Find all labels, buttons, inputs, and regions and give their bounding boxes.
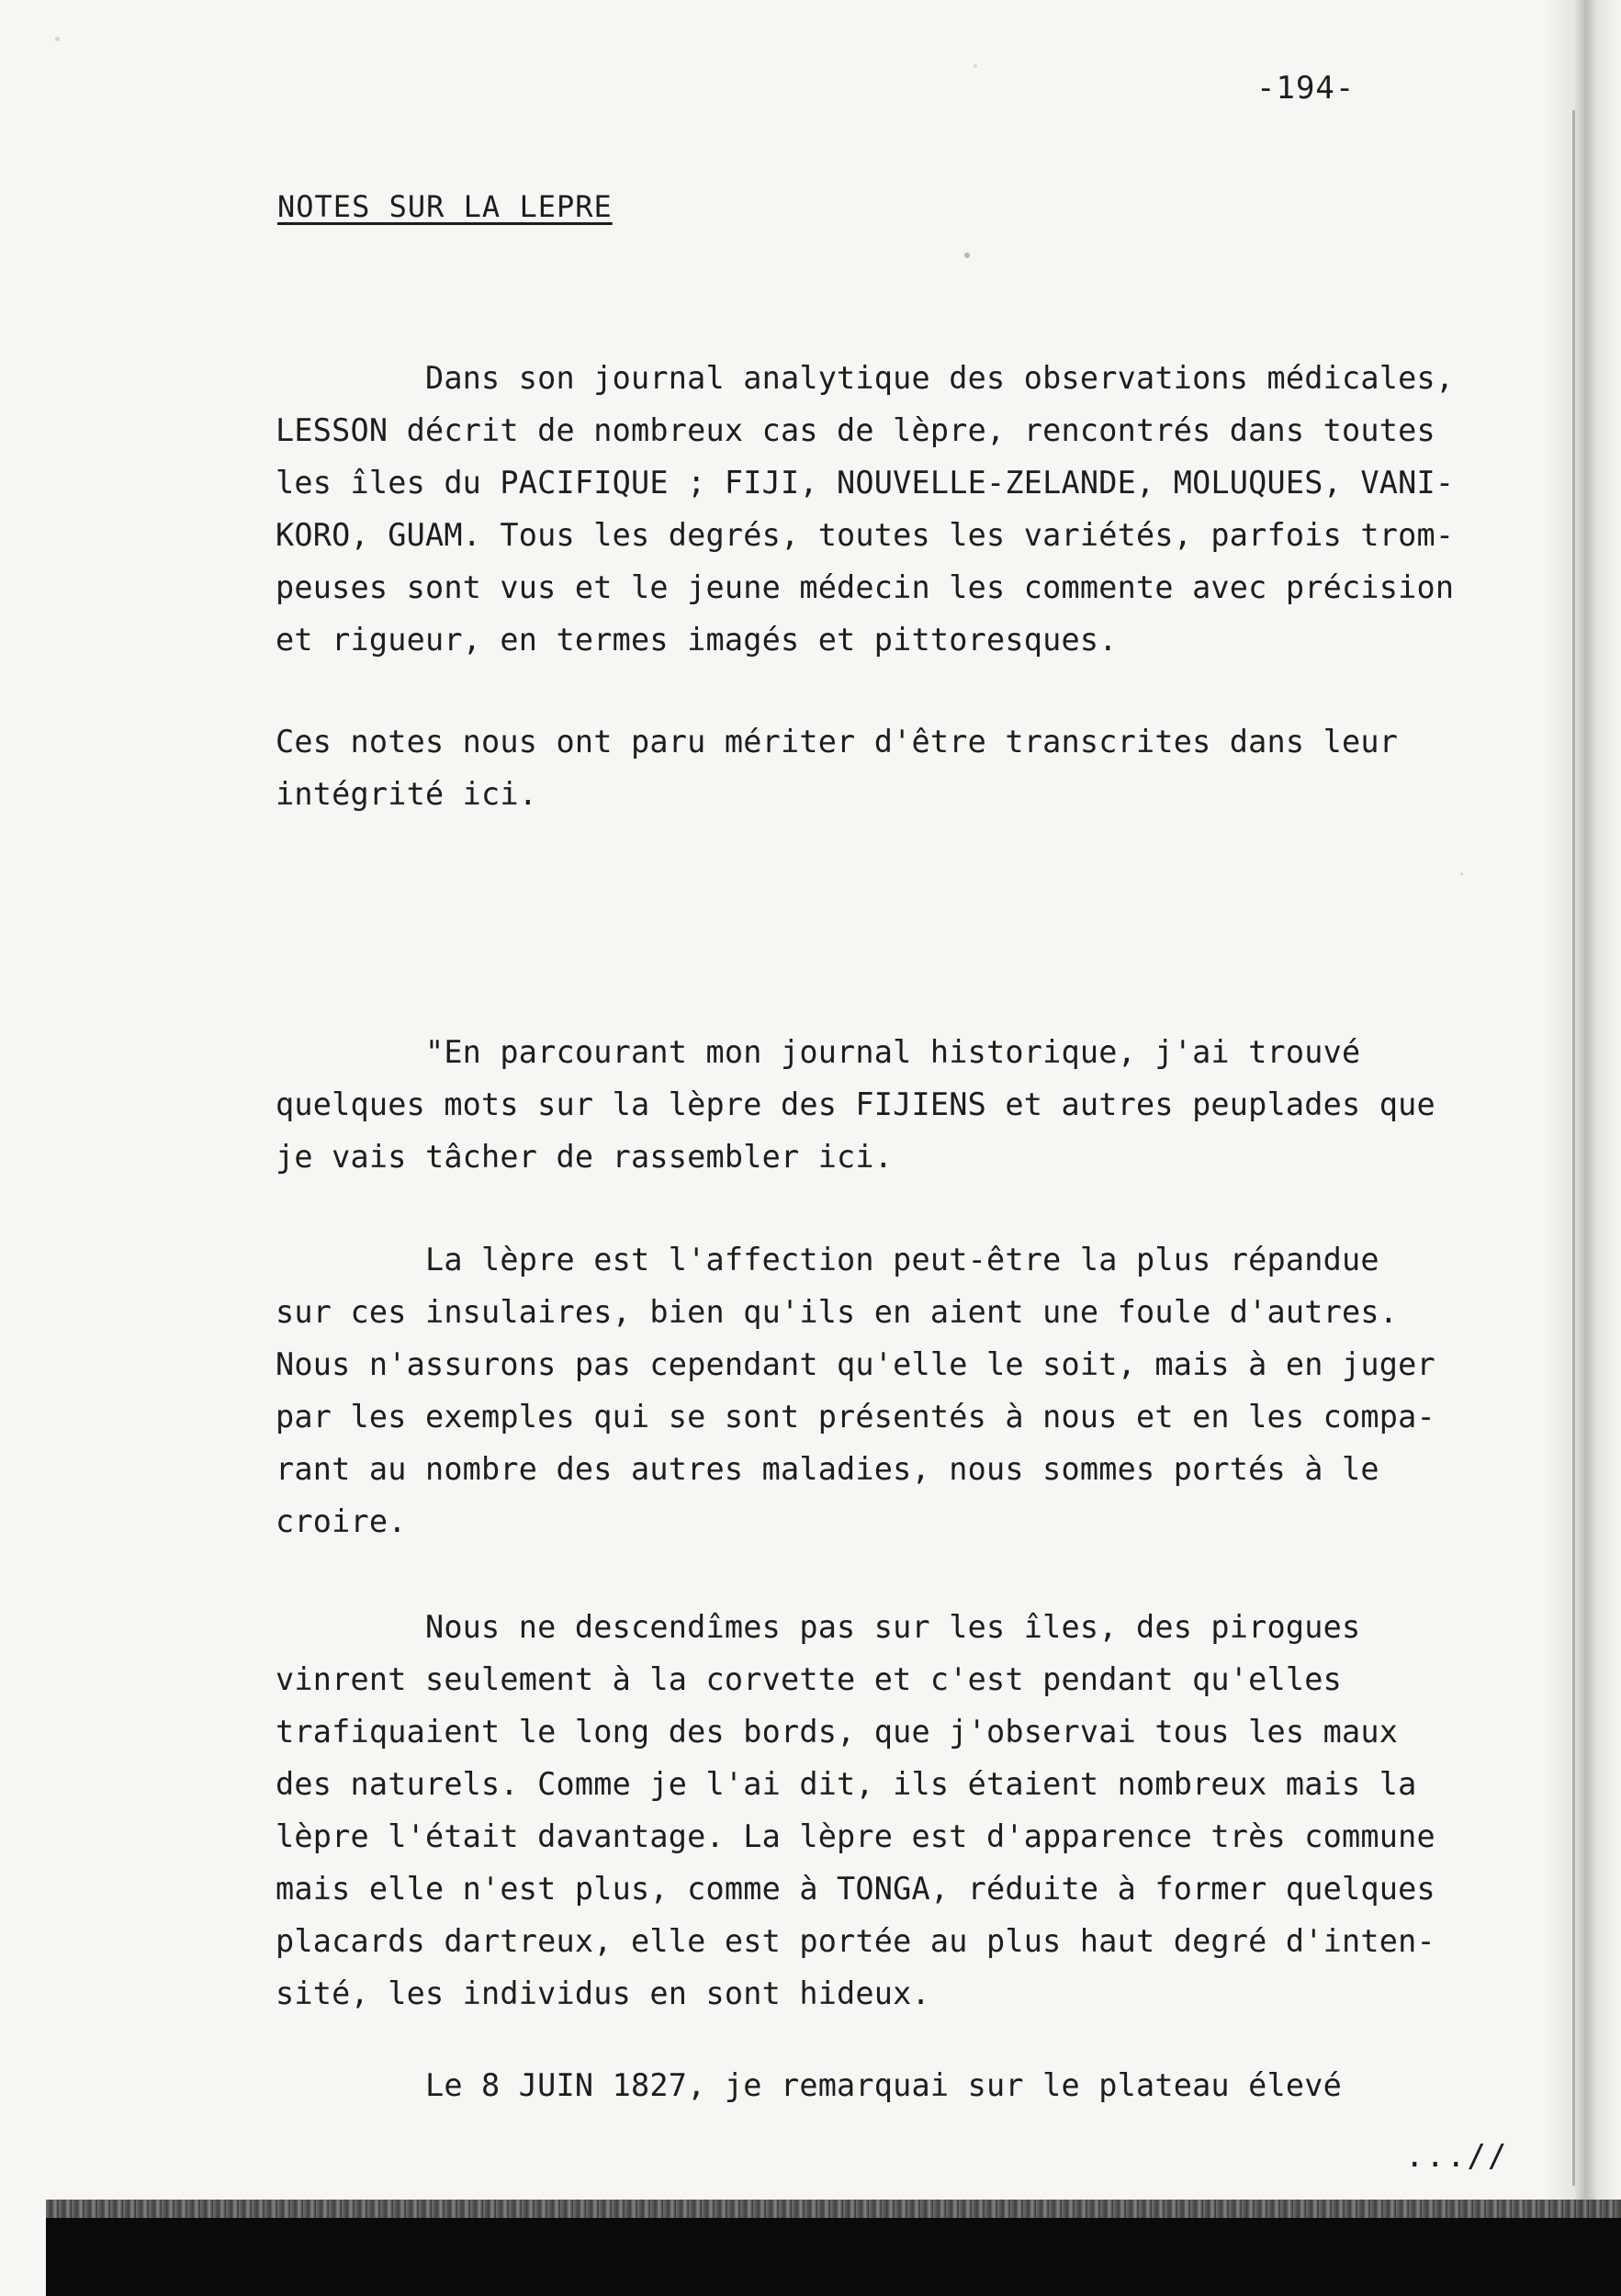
- scan-speck: [55, 37, 60, 41]
- continuation-mark: ...//: [1405, 2138, 1509, 2175]
- paragraph-date-entry: Le 8 JUIN 1827, je remarquai sur le plateau élevé: [276, 2067, 1343, 2103]
- scan-bottom-strip: [46, 2200, 1621, 2218]
- scan-speck: [964, 253, 970, 258]
- scan-bottom-border: [46, 2218, 1621, 2296]
- scan-speck: [974, 64, 977, 68]
- paragraph-observation: Nous ne descendîmes pas sur les îles, des pirogues vinrent seulement à la corvette et c'est pendant qu'elles trafiquaient le long des bords, que j'observai tous les maux des naturels. Comme je l'ai dit, ils étaient nombreux mais la lèpre l'était davantage. La lèpre est d'apparence très commune mais elle n'est plus, comme à TONGA, réduite à former quelques placards dartreux, elle est portée au plus haut degré d'inten- sité, les individus en sont hideux.: [276, 1609, 1435, 2011]
- scan-binding-edge: [1543, 0, 1621, 2296]
- paragraph-leprosy-prevalence: La lèpre est l'affection peut-être la plus répandue sur ces insulaires, bien qu'ils en aient une foule d'autres. Nous n'assurons pas cependant qu'elle le soit, mais à en juger par les exemples qui se sont présentés à nous et en les compa- rant au nombre des autres maladies, nous sommes portés à le croire.: [276, 1242, 1435, 1539]
- paragraph-intro: Dans son journal analytique des observations médicales, LESSON décrit de nombreux cas de lèpre, rencontrés dans toutes les îles du PACIFIQUE ; FIJI, NOUVELLE-ZELANDE, MOLUQUES, VANI- KORO, GUAM. Tous les degrés, toutes les variétés, parfois trom- peuses sont vus et le jeune médecin les commente avec précision et rigueur, en termes imagés et pittoresques.: [276, 360, 1455, 658]
- page-number: -194-: [1256, 70, 1356, 107]
- paragraph-quote-start: "En parcourant mon journal historique, j'ai trouvé quelques mots sur la lèpre des FIJIENS et autres peuplades que je vais tâcher de rassembler ici.: [276, 1034, 1435, 1175]
- scan-edge-line: [1572, 110, 1575, 2186]
- scan-speck: [1460, 872, 1463, 875]
- paragraph-transcription-note: Ces notes nous ont paru mériter d'être transcrites dans leur intégrité ici.: [276, 724, 1399, 812]
- document-title: NOTES SUR LA LEPRE: [277, 189, 613, 224]
